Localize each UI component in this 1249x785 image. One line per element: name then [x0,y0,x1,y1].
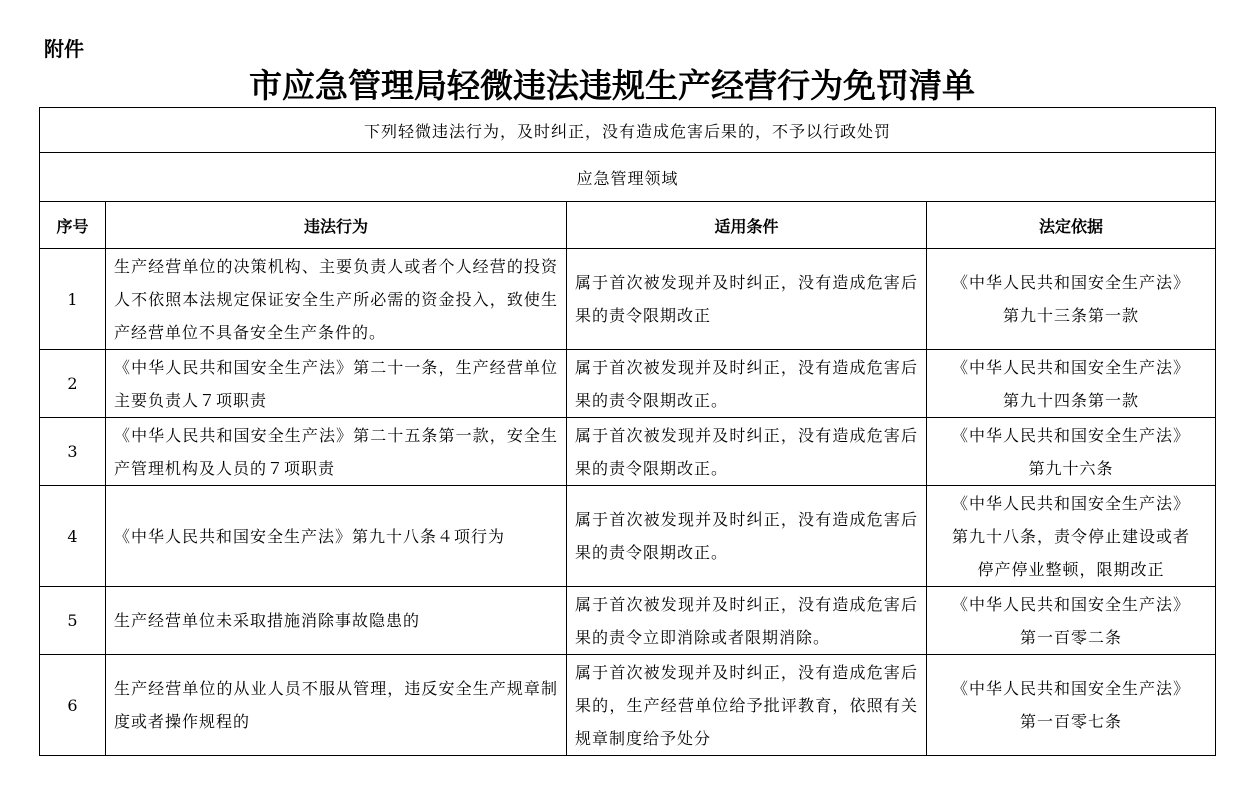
basis-line: 第一百零二条 [1020,627,1123,647]
basis-cell [927,418,1216,486]
condition-cell: 属于首次被发现并及时纠正，没有造成危害后果的责令限期改正。 [567,486,927,587]
condition-cell: 属于首次被发现并及时纠正，没有造成危害后果的责令限期改正 [567,249,927,350]
header-num: 序号 [40,202,106,249]
basis-line: 第九十八条，责令停止建设或者 [952,526,1191,546]
basis-line: 《中华人民共和国安全生产法》 [952,679,1191,698]
basis-line: 停产停业整顿，限期改正 [977,559,1165,579]
condition-cell: 属于首次被发现并及时纠正，没有造成危害后果的，生产经营单位给予批评教育，依照有关规章制度给予处分 [567,655,927,756]
basis-line: 第九十六条 [1028,458,1114,478]
basis-cell [927,587,1216,655]
header-cond: 适用条件 [567,202,927,249]
header-act: 违法行为 [106,202,567,249]
table-note: 下列轻微违法行为，及时纠正，没有造成危害后果的，不予以行政处罚 [40,108,1216,153]
row-number: 4 [40,486,106,587]
basis-line: 《中华人民共和国安全生产法》 [952,594,1191,614]
row-number: 1 [40,249,106,350]
exemption-table [39,107,1216,756]
row-number: 3 [40,418,106,486]
row-number: 2 [40,350,106,418]
condition-cell: 属于首次被发现并及时纠正，没有造成危害后果的责令限期改正。 [567,418,927,486]
violation-cell: 《中华人民共和国安全生产法》第二十一条，生产经营单位主要负责人７项职责 [106,350,567,418]
condition-cell: 属于首次被发现并及时纠正，没有造成危害后果的责令立即消除或者限期消除。 [567,587,927,655]
basis-cell [927,249,1216,350]
basis-line: 《中华人民共和国安全生产法》 [952,273,1191,292]
basis-line: 第一百零七条 [1020,712,1123,731]
basis-line: 第九十四条第一款 [1003,390,1140,410]
document-title: 市应急管理局轻微违法违规生产经营行为免罚清单 [249,66,975,105]
basis-line: 《中华人民共和国安全生产法》 [952,493,1191,513]
condition-cell: 属于首次被发现并及时纠正，没有造成危害后果的责令限期改正。 [567,350,927,418]
basis-line: 《中华人民共和国安全生产法》 [952,425,1191,445]
table-row [40,486,1216,587]
table-row [40,587,1216,655]
violation-cell: 《中华人民共和国安全生产法》第二十五条第一款，安全生产管理机构及人员的７项职责 [106,418,567,486]
basis-cell [927,486,1216,587]
field-row [40,153,1216,202]
field-label: 应急管理领域 [40,153,1216,202]
violation-cell: 生产经营单位的决策机构、主要负责人或者个人经营的投资人不依照本法规定保证安全生产所必需的资金投入，致使生产经营单位不具备安全生产条件的。 [106,249,567,350]
basis-line: 《中华人民共和国安全生产法》 [952,357,1191,377]
table-row [40,655,1216,756]
violation-cell: 生产经营单位的从业人员不服从管理，违反安全生产规章制度或者操作规程的 [106,655,567,756]
note-row [40,108,1216,153]
table-row [40,249,1216,350]
header-row [40,202,1216,249]
violation-cell: 《中华人民共和国安全生产法》第九十八条４项行为 [106,486,567,587]
table-row [40,418,1216,486]
basis-cell [927,350,1216,418]
header-basis: 法定依据 [927,202,1216,249]
basis-line: 第九十三条第一款 [1003,306,1140,325]
basis-cell [927,655,1216,756]
attachment-label: 附件 [44,37,84,61]
row-number: 5 [40,587,106,655]
violation-cell: 生产经营单位未采取措施消除事故隐患的 [106,587,567,655]
table-row [40,350,1216,418]
row-number: 6 [40,655,106,756]
